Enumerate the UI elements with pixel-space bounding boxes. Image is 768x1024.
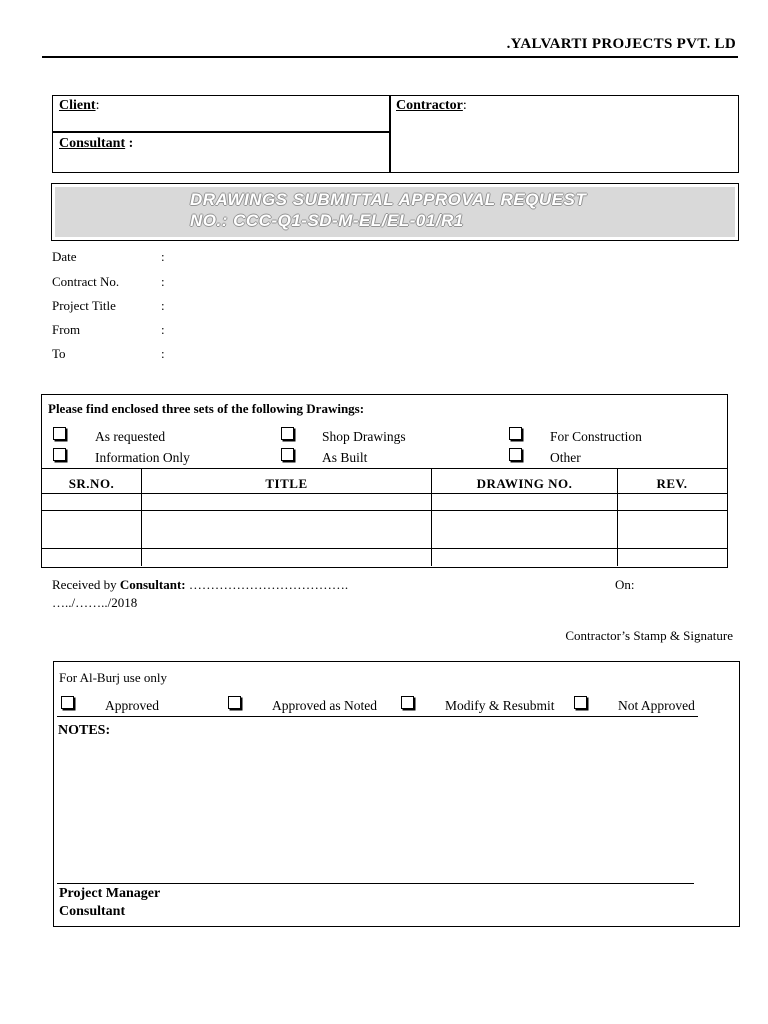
not-approved-label: Not Approved: [618, 698, 695, 713]
client-label: Client: [59, 98, 96, 113]
contractor-field: [396, 98, 467, 114]
col-srno: SR.NO.: [68, 476, 115, 491]
shop-drawings-label: Shop Drawings: [322, 429, 406, 444]
consultant-signature-label: Consultant: [59, 904, 126, 919]
parties-divider-horizontal: [52, 131, 389, 133]
received-by-dots: ……………………………….: [185, 577, 349, 592]
to-label: To: [52, 346, 66, 361]
approved-as-noted-label: Approved as Noted: [272, 698, 377, 713]
date-colon: :: [161, 249, 165, 264]
form-number: NO.: CCC-Q1-SD-M-EL/EL-01/R1: [190, 211, 464, 230]
drawings-heading: Please find enclosed three sets of the following Drawings:: [48, 401, 365, 416]
approved-label: Approved: [105, 698, 159, 713]
company-name: .YALVARTI PROJECTS PVT. LD: [506, 36, 736, 52]
contract-no-colon: :: [161, 274, 165, 289]
other-label: Other: [550, 450, 581, 465]
table-rule-row1: [41, 510, 728, 511]
received-on-label: On:: [615, 577, 635, 592]
signature-rule: [57, 883, 694, 884]
table-rule-top: [41, 468, 728, 469]
received-date: …../……../2018: [52, 595, 138, 610]
contractor-separator: :: [462, 98, 467, 113]
col-drawing-no: DRAWING NO.: [476, 476, 573, 491]
consultant-separator: :: [125, 136, 134, 151]
approved-checkbox[interactable]: [61, 696, 74, 709]
information-only-checkbox[interactable]: [53, 448, 66, 461]
other-checkbox[interactable]: [509, 448, 522, 461]
col-title: TITLE: [265, 476, 308, 491]
for-al-burj-label: For Al-Burj use only: [59, 670, 167, 685]
project-title-colon: :: [161, 298, 165, 313]
modify-resubmit-checkbox[interactable]: [401, 696, 414, 709]
not-approved-checkbox[interactable]: [574, 696, 587, 709]
contract-no-label: Contract No.: [52, 274, 120, 289]
col-rev: REV.: [656, 476, 688, 491]
form-title: DRAWINGS SUBMITTAL APPROVAL REQUEST: [190, 190, 587, 209]
consultant-label: Consultant: [59, 136, 126, 151]
information-only-label: Information Only: [95, 450, 190, 465]
contractor-stamp-label: Contractor’s Stamp & Signature: [565, 628, 733, 643]
table-rule-header: [41, 493, 728, 494]
as-built-label: As Built: [322, 450, 368, 465]
received-by-line: [52, 577, 348, 593]
as-requested-label: As requested: [95, 429, 166, 444]
for-construction-checkbox[interactable]: [509, 427, 522, 440]
received-by-prefix: Received by: [52, 577, 120, 592]
as-built-checkbox[interactable]: [281, 448, 294, 461]
approved-as-noted-checkbox[interactable]: [228, 696, 241, 709]
shop-drawings-checkbox[interactable]: [281, 427, 294, 440]
client-field: [59, 98, 99, 114]
for-construction-label: For Construction: [550, 429, 642, 444]
options-underline: [57, 716, 698, 717]
to-colon: :: [161, 346, 165, 361]
date-label: Date: [52, 249, 77, 264]
from-label: From: [52, 322, 81, 337]
header-rule: [42, 56, 738, 58]
notes-label: NOTES:: [58, 723, 111, 738]
modify-resubmit-label: Modify & Resubmit: [445, 698, 555, 713]
consultant-field: [59, 136, 133, 152]
from-colon: :: [161, 322, 165, 337]
as-requested-checkbox[interactable]: [53, 427, 66, 440]
received-by-consultant: Consultant:: [119, 577, 186, 592]
parties-divider-vertical: [389, 95, 391, 173]
client-separator: :: [95, 98, 100, 113]
table-rule-row2: [41, 548, 728, 549]
project-title-label: Project Title: [52, 298, 116, 313]
project-manager-label: Project Manager: [59, 886, 161, 901]
contractor-label: Contractor: [396, 98, 463, 113]
